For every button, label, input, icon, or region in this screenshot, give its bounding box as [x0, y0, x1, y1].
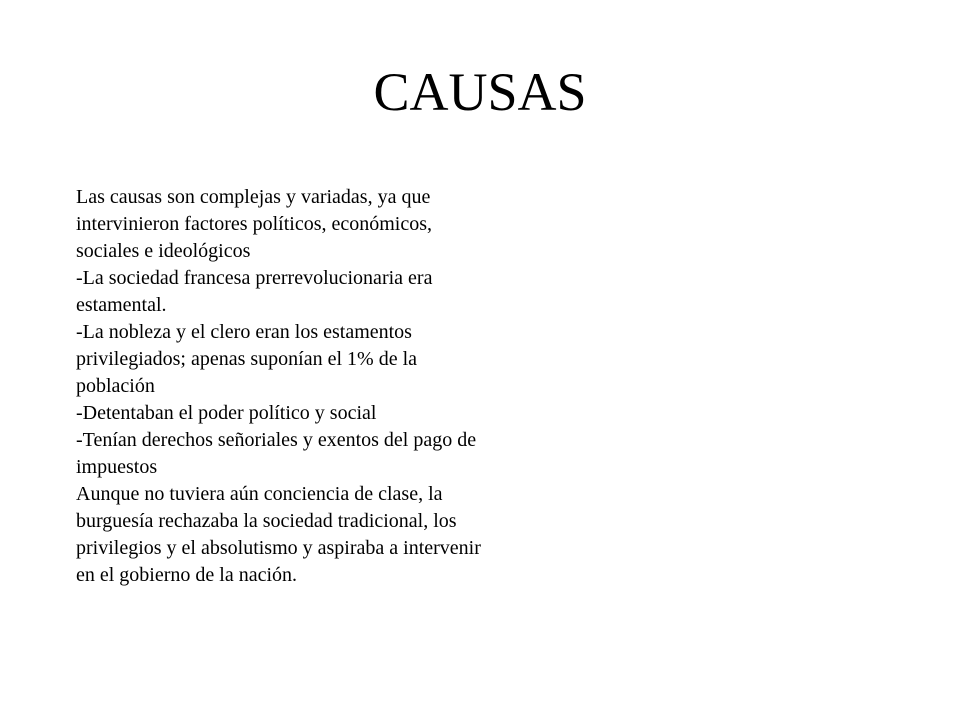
- body-line: estamental.: [76, 294, 167, 316]
- body-line: -Tenían derechos señoriales y exentos del pago de: [76, 429, 477, 451]
- body-line: en el gobierno de la nación.: [76, 564, 298, 586]
- body-line: Las causas son complejas y variadas, ya que: [76, 186, 431, 208]
- body-line: impuestos: [76, 456, 158, 478]
- body-line: sociales e ideológicos: [76, 240, 251, 262]
- slide-title: CAUSAS: [373, 62, 587, 122]
- body-line: -La nobleza y el clero eran los estamentos: [76, 321, 412, 343]
- body-line: burguesía rechazaba la sociedad tradicional, los: [76, 510, 457, 532]
- body-line: población: [76, 375, 155, 397]
- body-line: Aunque no tuviera aún conciencia de clase, la: [76, 483, 443, 505]
- slide-body: [76, 184, 576, 589]
- body-line: intervinieron factores políticos, económicos,: [76, 213, 433, 235]
- body-line: privilegiados; apenas suponían el 1% de la: [76, 348, 418, 370]
- body-line: -Detentaban el poder político y social: [76, 402, 377, 424]
- body-line: -La sociedad francesa prerrevolucionaria era: [76, 267, 433, 289]
- body-line: privilegios y el absolutismo y aspiraba a intervenir: [76, 537, 481, 559]
